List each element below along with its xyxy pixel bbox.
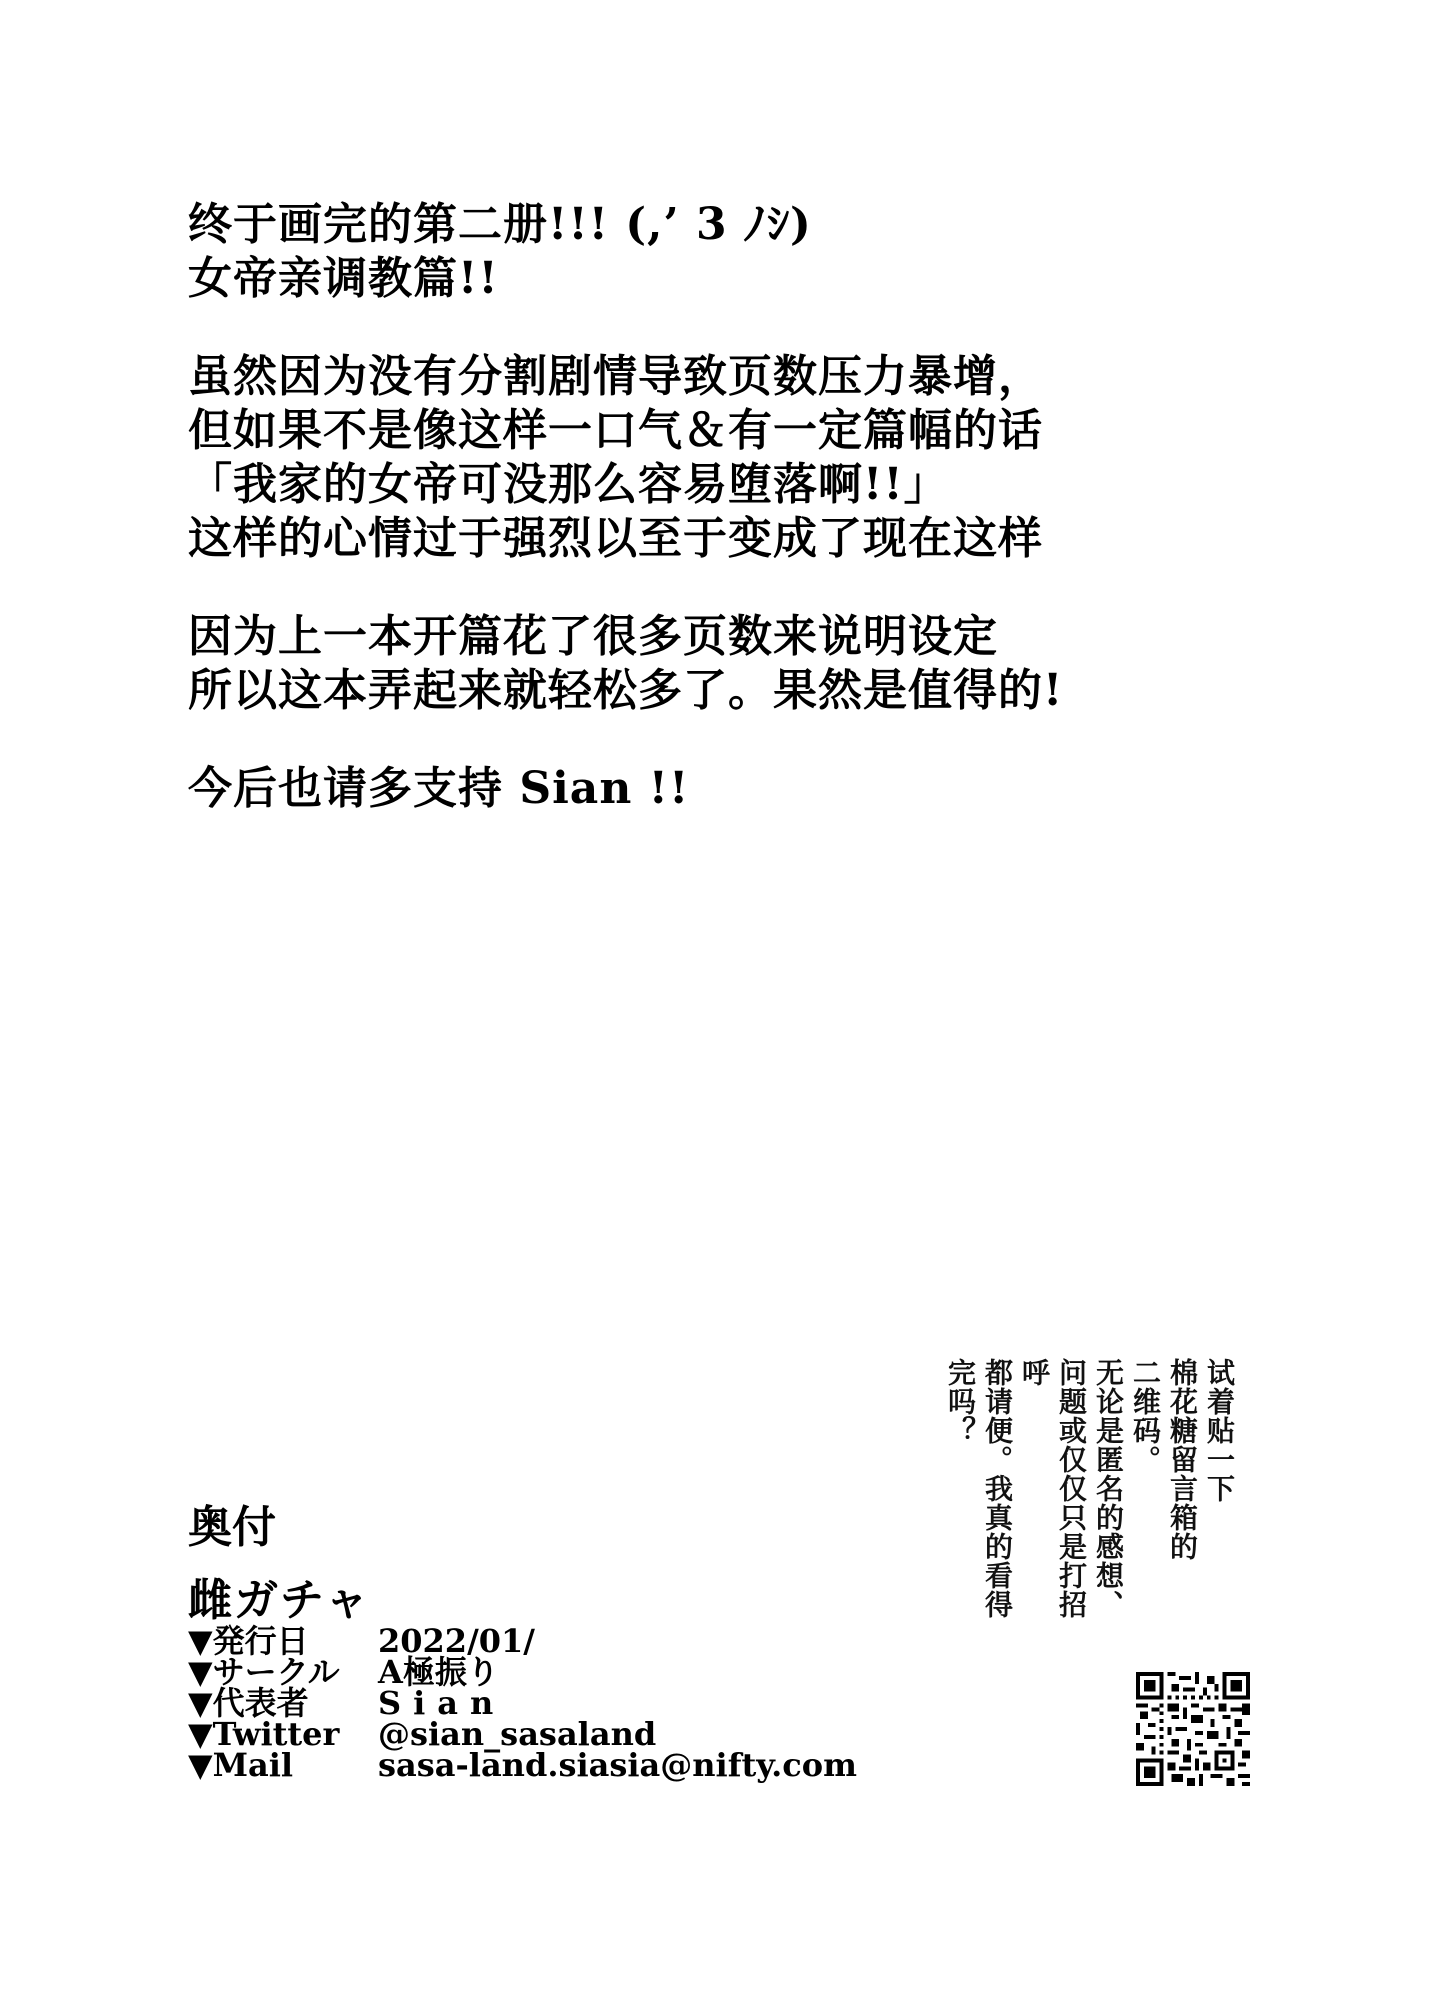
afterword-line: 今后也请多支持 Sian !!: [188, 763, 690, 814]
circle-label: ▼サークル: [188, 1653, 340, 1691]
note-column: 问题或仅仅只是打招呼: [1018, 1358, 1088, 1619]
circle-value: A極振り: [378, 1653, 499, 1691]
afterword-paragraph: [188, 198, 1188, 306]
afterword-line: 所以这本弄起来就轻松多了。果然是值得的!: [188, 665, 1064, 716]
note-column: 试着贴一下: [1203, 1358, 1236, 1503]
afterword-line: 虽然因为没有分割剧情导致页数压力暴增，: [188, 351, 1043, 402]
afterword: [188, 198, 1188, 860]
colophon: [188, 1500, 908, 1784]
mail-row: [188, 1746, 908, 1784]
qr-code-icon[interactable]: [1136, 1672, 1250, 1786]
mail-address: sasa-land.siasia@nifty.com: [378, 1746, 857, 1784]
twitter-handle: @sian_sasaland: [378, 1715, 657, 1753]
afterword-line: 因为上一本开篇花了很多页数来说明设定: [188, 611, 998, 662]
representative-value: Sian: [378, 1684, 506, 1722]
note-column: 二维码。: [1129, 1358, 1162, 1474]
afterword-paragraph: [188, 350, 1188, 566]
afterword-line: 这样的心情过于强烈以至于变成了现在这样: [188, 513, 1043, 564]
afterword-paragraph: [188, 762, 1188, 816]
qr-code-graphic: [1136, 1672, 1250, 1786]
twitter-label: ▼Twitter: [188, 1715, 340, 1753]
book-title: 雌ガチャ: [188, 1575, 371, 1626]
publish-date-label: ▼発行日: [188, 1622, 309, 1660]
mail-label: ▼Mail: [188, 1746, 294, 1784]
note-column: 都请便。我真的看得完吗？: [944, 1358, 1014, 1619]
afterword-line: 女帝亲调教篇!!: [188, 253, 499, 304]
colophon-heading: 奥付: [188, 1502, 276, 1553]
afterword-line: 但如果不是像这样一口气＆有一定篇幅的话: [188, 405, 1043, 456]
afterword-line: 终于画完的第二册!!! (,’ 3 ﾉｼ): [188, 199, 812, 250]
note-column: 棉花糖留言箱的: [1166, 1358, 1199, 1561]
afterword-paragraph: [188, 610, 1188, 718]
publish-date-value: 2022/01/: [378, 1622, 535, 1660]
note-column: 无论是匿名的感想、: [1092, 1358, 1125, 1619]
marshmallow-note: [942, 1358, 1238, 1638]
representative-label: ▼代表者: [188, 1684, 309, 1722]
afterword-line: 「我家的女帝可没那么容易堕落啊!!」: [188, 459, 949, 510]
